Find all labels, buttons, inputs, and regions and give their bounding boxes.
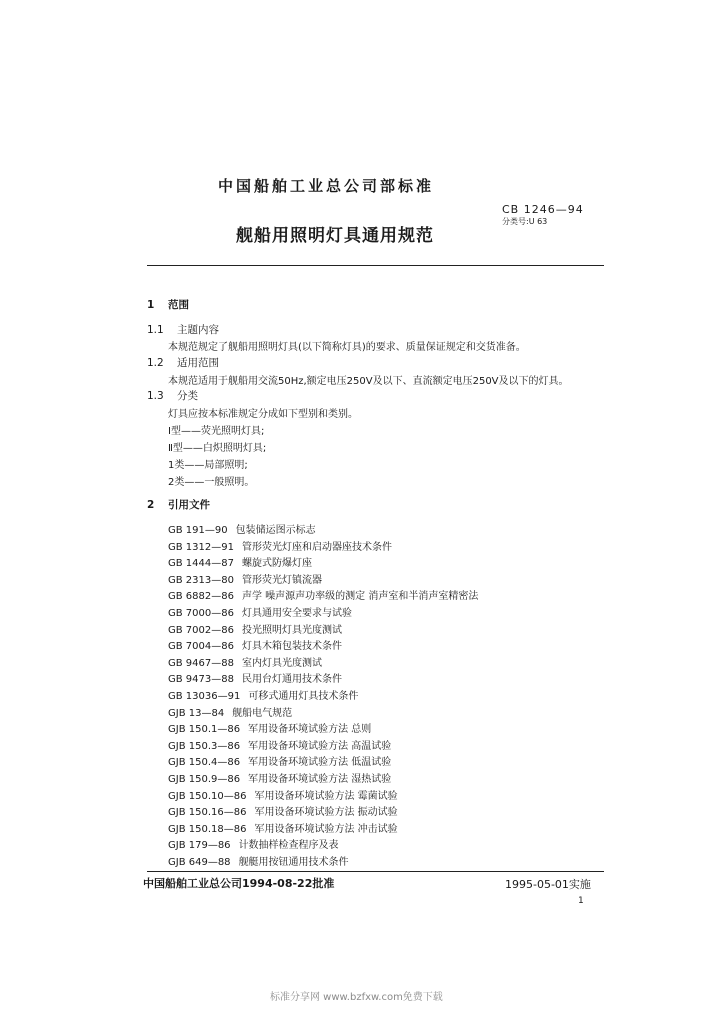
reference-item <box>168 720 478 737</box>
reference-item <box>168 853 478 870</box>
reference-item <box>168 587 478 604</box>
section-number: 1.1 <box>147 324 164 336</box>
reference-code: GB 13036—91 <box>168 690 241 702</box>
reference-item <box>168 554 478 571</box>
section-title: 主题内容 <box>177 324 220 336</box>
section-title: 分类 <box>177 390 199 402</box>
reference-title: 灯具木箱包装技术条件 <box>241 641 342 653</box>
classification-number: 分类号:U 63 <box>502 217 548 226</box>
reference-title: 室内灯具光度测试 <box>241 657 322 669</box>
reference-title: 可移式通用灯具技术条件 <box>248 690 359 702</box>
reference-title: 舰船电气规范 <box>232 707 293 719</box>
reference-item <box>168 571 478 588</box>
standard-code: CB 1246—94 <box>502 203 584 216</box>
section-number: 1.3 <box>147 390 164 402</box>
watermark-text: 标准分享网 www.bzfxw.com免费下载 <box>270 992 443 1003</box>
reference-code: GB 9467—88 <box>168 657 234 669</box>
reference-title: 包装储运图示标志 <box>235 525 316 536</box>
reference-item <box>168 670 478 687</box>
reference-item <box>168 637 478 654</box>
reference-item <box>168 521 478 538</box>
reference-title: 军用设备环境试验方法 低温试验 <box>248 757 392 769</box>
section-number: 1 <box>147 299 155 311</box>
classification-item: I型——荧光照明灯具; <box>168 426 265 437</box>
reference-code: GB 7000—86 <box>168 607 234 619</box>
issuing-organization: 中国船舶工业总公司部标准 <box>218 177 435 195</box>
section-1-3-heading <box>147 388 198 403</box>
reference-title: 军用设备环境试验方法 湿热试验 <box>248 773 392 785</box>
reference-code: GB 7004—86 <box>168 641 234 653</box>
reference-code: GJB 150.9—86 <box>168 773 241 785</box>
reference-code: GJB 150.16—86 <box>168 807 247 819</box>
approval-line: 中国船舶工业总公司1994-08-22批准 <box>143 877 335 890</box>
reference-title: 投光照明灯具光度测试 <box>241 624 342 636</box>
section-1-3-text: 灯具应按本标准规定分成如下型别和类别。 <box>168 409 358 420</box>
reference-code: GB 1444—87 <box>168 558 234 570</box>
reference-title: 军用设备环境试验方法 冲击试验 <box>254 823 398 835</box>
section-title: 适用范围 <box>177 357 220 369</box>
reference-item <box>168 836 478 853</box>
reference-code: GB 6882—86 <box>168 591 234 603</box>
reference-code: GJB 13—84 <box>168 707 225 719</box>
reference-code: GB 191—90 <box>168 525 228 536</box>
section-1-2-text: 本规范适用于舰船用交流50Hz,额定电压250V及以下、直流额定电压250V及以下的灯具。 <box>168 376 569 387</box>
reference-code: GJB 649—88 <box>168 856 231 868</box>
section-2-heading <box>147 497 210 512</box>
reference-title: 舰艇用按钮通用技术条件 <box>238 856 349 868</box>
reference-title: 灯具通用安全要求与试验 <box>241 607 352 619</box>
reference-item <box>168 621 478 638</box>
reference-item <box>168 538 478 555</box>
section-1-1-text: 本规范规定了舰船用照明灯具(以下简称灯具)的要求、质量保证规定和交货准备。 <box>168 342 526 353</box>
reference-title: 声学 噪声源声功率级的测定 消声室和半消声室精密法 <box>241 591 479 603</box>
section-1-heading <box>147 297 189 312</box>
reference-item <box>168 604 478 621</box>
reference-code: GJB 150.18—86 <box>168 823 247 835</box>
reference-title: 军用设备环境试验方法 总则 <box>248 724 372 736</box>
reference-code: GJB 150.4—86 <box>168 757 241 769</box>
classification-item: 2类——一般照明。 <box>168 477 255 488</box>
reference-title: 军用设备环境试验方法 霉菌试验 <box>254 790 398 802</box>
reference-item <box>168 654 478 671</box>
reference-item <box>168 753 478 770</box>
reference-code: GJB 150.10—86 <box>168 790 247 802</box>
reference-item <box>168 820 478 837</box>
reference-code: GB 2313—80 <box>168 574 234 586</box>
reference-code: GB 1312—91 <box>168 541 234 553</box>
reference-title: 军用设备环境试验方法 振动试验 <box>254 807 398 819</box>
reference-title: 民用台灯通用技术条件 <box>241 674 342 686</box>
section-1-2-heading <box>147 355 219 370</box>
reference-item <box>168 787 478 804</box>
reference-code: GJB 179—86 <box>168 840 231 852</box>
page-number: 1 <box>578 896 584 906</box>
section-number: 2 <box>147 499 155 511</box>
reference-item <box>168 803 478 820</box>
reference-title: 管形荧光灯座和启动器座技术条件 <box>241 541 392 553</box>
reference-title: 军用设备环境试验方法 高温试验 <box>248 740 392 752</box>
section-title: 范围 <box>167 299 189 311</box>
classification-item: 1类——局部照明; <box>168 460 248 471</box>
reference-list <box>168 521 478 869</box>
reference-code: GB 7002—86 <box>168 624 234 636</box>
reference-item <box>168 770 478 787</box>
document-title: 舰船用照明灯具通用规范 <box>236 226 434 246</box>
header-divider <box>147 265 604 266</box>
reference-title: 螺旋式防爆灯座 <box>241 558 312 570</box>
section-title: 引用文件 <box>167 499 210 511</box>
reference-title: 管形荧光灯镇流器 <box>241 574 322 586</box>
section-1-1-heading <box>147 322 219 337</box>
reference-code: GB 9473—88 <box>168 674 234 686</box>
section-number: 1.2 <box>147 357 164 369</box>
footer-divider <box>147 871 604 872</box>
reference-item <box>168 737 478 754</box>
classification-item: Ⅱ型——白炽照明灯具; <box>168 443 267 454</box>
effective-date: 1995-05-01实施 <box>505 878 591 891</box>
reference-code: GJB 150.1—86 <box>168 724 241 736</box>
reference-item <box>168 687 478 704</box>
reference-title: 计数抽样检查程序及表 <box>238 840 339 852</box>
reference-item <box>168 704 478 721</box>
reference-code: GJB 150.3—86 <box>168 740 241 752</box>
